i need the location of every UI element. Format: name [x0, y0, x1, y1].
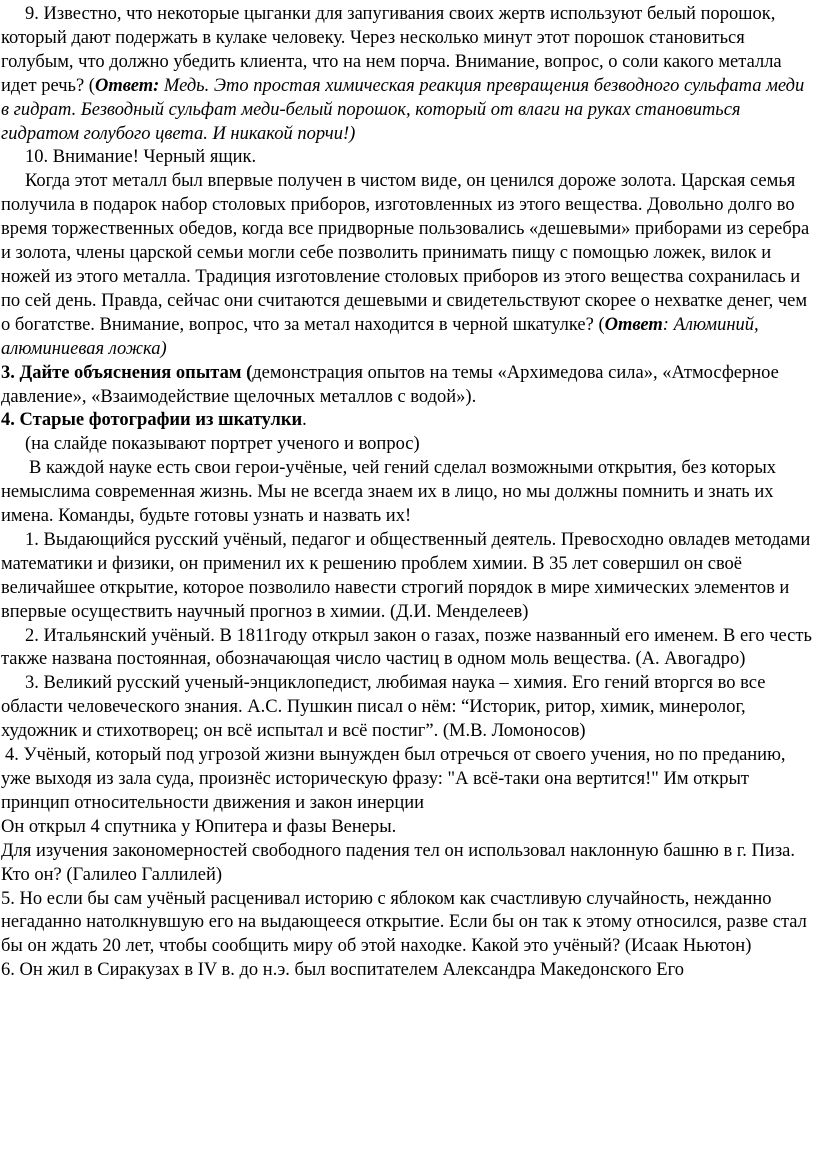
section-4-slide-note: (на слайде показывают портрет ученого и вопрос) [25, 434, 420, 455]
section-3 [1, 362, 816, 410]
section-3-title: 3. Дайте объяснения опытам ( [1, 362, 253, 383]
scientist-item-1: 1. Выдающийся русский учёный, педагог и общественный деятель. Превосходно овладев методами математики и физики, он применил их к решению проблем химии. В 35 лет совершил он своё величайшее открытие, которое позволило навести строгий порядок в мире химических элементов и впервые осуществить научный прогноз в химии. (Д.И. Менделеев) [1, 529, 811, 622]
scientist-item-6: 6. Он жил в Сиракузах в IV в. до н.э. был воспитателем Александра Македонского Его [1, 960, 684, 981]
question-10-answer-label: Ответ [604, 314, 663, 335]
question-9-answer-label: Ответ: [94, 75, 160, 96]
scientist-item-4-line-2: Он открыл 4 спутника у Юпитера и фазы Венеры. [1, 816, 397, 837]
question-10 [1, 170, 816, 361]
section-4-title-end: . [302, 410, 307, 431]
section-4-intro: В каждой науке есть свои герои-учёные, чей гений сделал возможными открытия, без которых немыслима современная жизнь. Мы не всегда знаем их в лицо, но мы должны помнить и знать их имена. Команды, будьте готовы узнать и назвать их! [1, 458, 777, 527]
document-body [0, 3, 816, 983]
question-10-text: Когда этот металл был впервые получен в чистом виде, он ценился дороже золота. Царская семья получила в подарок набор столовых приборов, изготовленных из этого вещества. Довольно долго во время торжественных обедов, когда все придворные пользовались «дешевыми» приборами из серебра и золота, члены царской семьи могли себе позволить принимать пищу с помощью ложек, вилок и ножей из этого металла. Традиция изготовление столовых приборов из этого вещества сохранилась и по сей день. Правда, сейчас они считаются дешевыми и свидетельствуют скорее о нехватке денег, чем о богатстве. Внимание, вопрос, что за метал находится в черной шкатулке? ( [1, 171, 810, 335]
section-3-text: демонстрация опытов на темы «Архимедова сила», «Атмосферное давление», «Взаимодействие щелочных металлов с водой»). [1, 362, 779, 407]
section-4-title: 4. Старые фотографии из шкатулки [1, 410, 303, 431]
scientist-item-2: 2. Итальянский учёный. В 1811году открыл закон о газах, позже названный его именем. В его честь также названа постоянная, обозначающая число частиц в одном моль вещества. (А. Авогадро) [1, 625, 812, 670]
scientist-item-5: 5. Но если бы сам учёный расценивал историю с яблоком как счастливую случайность, нежданно негаданно натолкнувшую его на выдающееся открытие. Если бы он так к этому относился, разве стал бы он ждать 20 лет, чтобы сообщить миру об этой находке. Какой это учёный? (Исаак Ньютон) [1, 888, 807, 957]
question-9-answer: Медь. Это простая химическая реакция превращения безводного сульфата меди в гидрат. Безводный сульфат меди-белый порошок, который от влаги на руках становиться гидратом голубого цвета. И никакой порчи!) [1, 75, 805, 144]
question-10-heading: 10. Внимание! Черный ящик. [25, 147, 257, 168]
section-4-heading [1, 409, 816, 433]
scientist-item-4-line-3: Для изучения закономерностей свободного падения тел он использовал наклонную башню в г. Пиза. Кто он? (Галилео Галлилей) [1, 840, 795, 885]
question-10-answer: : Алюминий, алюминиевая ложка) [1, 314, 759, 359]
question-9 [1, 3, 816, 146]
scientist-item-3: 3. Великий русский ученый-энциклопедист, любимая наука – химия. Его гений вторгся во все области человеческого знания. А.С. Пушкин писал о нём: “Историк, ритор, химик, минеролог, художник и стихотворец; он всё испытал и всё постиг”. (М.В. Ломоносов) [1, 673, 766, 742]
question-9-text: 9. Известно, что некоторые цыганки для запугивания своих жертв используют белый порошок, который дают подержать в кулаке человеку. Через несколько минут этот порошок становиться голубым, что должно убедить клиента, что на нем порча. Внимание, вопрос, о соли какого металла идет речь? ( [1, 4, 782, 96]
scientist-item-4: 4. Учёный, который под угрозой жизни вынужден был отречься от своего учения, но по преданию, уже выходя из зала суда, произнёс историческую фразу: "А всё-таки она вертится!" Им открыт принцип относительности движения и закон инерции [1, 745, 786, 813]
